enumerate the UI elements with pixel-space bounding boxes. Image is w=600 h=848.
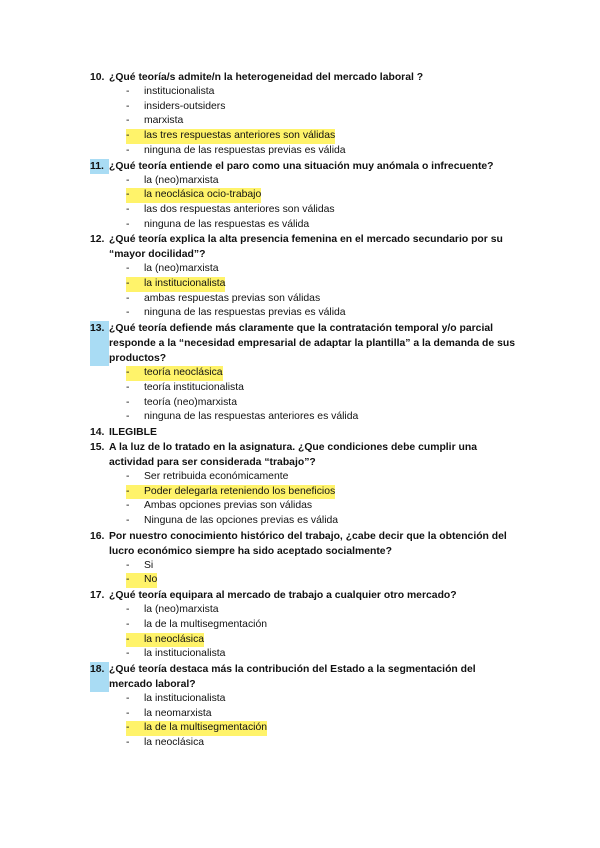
answer-option-text: la neomarxista	[144, 707, 212, 719]
question-text: ¿Qué teoría explica la alta presencia femenina en el mercado secundario por su “mayor docilidad”?	[109, 234, 503, 261]
bullet-dash: -	[126, 573, 144, 588]
question-block	[0, 232, 600, 321]
answer-option-highlighted	[0, 188, 600, 203]
question-number: 11.	[90, 159, 109, 174]
answer-option-text: la institucionalista	[144, 277, 225, 292]
bullet-dash: -	[126, 277, 144, 292]
answer-option	[0, 692, 600, 707]
bullet-dash: -	[126, 381, 130, 393]
answer-options	[0, 692, 600, 751]
answer-option-highlighted	[0, 277, 600, 292]
answer-options	[0, 470, 600, 529]
answer-options	[0, 559, 600, 588]
answer-option	[0, 396, 600, 411]
bullet-dash: -	[126, 648, 130, 660]
bullet-dash: -	[126, 263, 130, 275]
answer-option-text: Ser retribuida económicamente	[144, 470, 289, 482]
question-text: ¿Qué teoría defiende más claramente que la contratación temporal y/o parcial responde a la “necesidad empresarial de adaptar la plantilla” a la demanda de sus productos?	[109, 323, 515, 365]
answer-option-highlighted	[0, 129, 600, 144]
question-block	[0, 440, 600, 529]
bullet-dash: -	[126, 692, 130, 704]
bullet-dash: -	[126, 396, 130, 408]
answer-option-text: ninguna de las respuestas previas es válida	[144, 144, 346, 156]
answer-option-text: Poder delegarla reteniendo los beneficios	[144, 485, 335, 500]
document-page	[0, 70, 600, 751]
question-number: 10.	[90, 72, 105, 83]
answer-option	[0, 203, 600, 218]
answer-option-text: la neoclásica	[144, 633, 204, 648]
question-heading	[0, 159, 600, 174]
answer-option	[0, 114, 600, 129]
question-heading	[0, 662, 600, 692]
bullet-dash: -	[126, 618, 130, 630]
question-heading	[0, 425, 600, 440]
question-number: 16.	[90, 530, 105, 542]
question-text: ¿Qué teoría equipara al mercado de trabajo a cualquier otro mercado?	[109, 590, 457, 602]
bullet-dash: -	[126, 188, 144, 203]
answer-options	[0, 603, 600, 662]
answer-option-text: ninguna de las respuestas anteriores es válida	[144, 411, 359, 423]
answer-option-text: la (neo)marxista	[144, 604, 219, 616]
bullet-dash: -	[126, 129, 144, 144]
bullet-dash: -	[126, 144, 130, 156]
answer-option	[0, 603, 600, 618]
answer-option	[0, 410, 600, 425]
bullet-dash: -	[126, 515, 130, 527]
answer-option-text: teoría neoclásica	[144, 366, 223, 381]
question-block	[0, 588, 600, 662]
bullet-dash: -	[126, 86, 130, 97]
answer-option	[0, 514, 600, 529]
answer-option	[0, 292, 600, 307]
bullet-dash: -	[126, 721, 144, 736]
question-heading	[0, 529, 600, 559]
bullet-dash: -	[126, 100, 130, 112]
question-text: Por nuestro conocimiento histórico del trabajo, ¿cabe decir que la obtención del lucro económico siempre ha sido aceptado socialmente?	[109, 530, 507, 557]
question-text: ILEGIBLE	[109, 426, 157, 438]
answer-options	[0, 85, 600, 159]
question-number: 15.	[90, 441, 105, 453]
answer-option-text: la neoclásica ocio-trabajo	[144, 188, 261, 203]
question-heading	[0, 321, 600, 366]
answer-option	[0, 174, 600, 189]
answer-option-highlighted	[0, 633, 600, 648]
answer-option	[0, 381, 600, 396]
question-number: 18.	[90, 662, 109, 692]
answer-options	[0, 262, 600, 321]
question-number: 13.	[90, 321, 109, 366]
answer-option-text: Ambas opciones previas son válidas	[144, 500, 313, 512]
answer-option	[0, 499, 600, 514]
question-text: ¿Qué teoría entiende el paro como una situación muy anómala o infrecuente?	[109, 160, 494, 172]
answer-option-highlighted	[0, 485, 600, 500]
answer-option	[0, 85, 600, 100]
answer-option-text: las tres respuestas anteriores son válidas	[144, 129, 335, 144]
answer-option	[0, 306, 600, 321]
answer-option-highlighted	[0, 573, 600, 588]
answer-option	[0, 144, 600, 159]
answer-option-highlighted	[0, 366, 600, 381]
answer-option-text: la de la multisegmentación	[144, 618, 268, 630]
bullet-dash: -	[126, 707, 130, 719]
question-number: 17.	[90, 590, 105, 602]
bullet-dash: -	[126, 604, 130, 616]
bullet-dash: -	[126, 307, 130, 319]
bullet-dash: -	[126, 115, 130, 127]
answer-option-text: insiders-outsiders	[144, 100, 226, 112]
answer-options	[0, 366, 600, 425]
question-text: ¿Qué teoría/s admite/n la heterogeneidad del mercado laboral ?	[109, 72, 424, 83]
bullet-dash: -	[126, 292, 130, 304]
answer-option-text: Si	[144, 559, 154, 571]
answer-option	[0, 262, 600, 277]
bullet-dash: -	[126, 203, 130, 215]
answer-option-text: No	[144, 573, 157, 588]
answer-option-text: la institucionalista	[144, 648, 226, 660]
answer-option	[0, 736, 600, 751]
answer-option-text: ninguna de las respuestas previas es válida	[144, 307, 346, 319]
answer-option-text: teoría (neo)marxista	[144, 396, 237, 408]
answer-option	[0, 100, 600, 115]
answer-option-text: la (neo)marxista	[144, 263, 219, 275]
question-block	[0, 159, 600, 233]
bullet-dash: -	[126, 485, 144, 500]
question-block	[0, 321, 600, 425]
answer-option-text: la de la multisegmentación	[144, 721, 267, 736]
answer-option	[0, 618, 600, 633]
question-block	[0, 425, 600, 440]
answer-options	[0, 174, 600, 233]
answer-option-text: Ninguna de las opciones previas es válida	[144, 515, 339, 527]
answer-option-text: la neoclásica	[144, 737, 205, 749]
bullet-dash: -	[126, 633, 144, 648]
question-block	[0, 529, 600, 588]
bullet-dash: -	[126, 737, 130, 749]
bullet-dash: -	[126, 174, 130, 186]
bullet-dash: -	[126, 559, 130, 571]
question-heading	[0, 232, 600, 262]
answer-option-text: institucionalista	[144, 86, 215, 97]
question-heading	[0, 588, 600, 603]
bullet-dash: -	[126, 411, 130, 423]
question-text: A la luz de lo tratado en la asignatura. ¿Que condiciones debe cumplir una actividad para ser considerada “trabajo”?	[109, 441, 477, 468]
answer-option-text: ninguna de las respuestas es válida	[144, 218, 310, 230]
bullet-dash: -	[126, 218, 130, 230]
question-number: 12.	[90, 234, 105, 246]
answer-option	[0, 218, 600, 233]
answer-option-highlighted	[0, 721, 600, 736]
answer-option-text: la (neo)marxista	[144, 174, 219, 186]
question-block	[0, 662, 600, 751]
question-text: ¿Qué teoría destaca más la contribución del Estado a la segmentación del mercado laboral?	[109, 663, 476, 690]
answer-option	[0, 470, 600, 485]
question-heading	[0, 440, 600, 470]
question-heading	[0, 70, 600, 85]
question-number: 14.	[90, 426, 105, 438]
answer-option-text: la institucionalista	[144, 692, 226, 704]
bullet-dash: -	[126, 500, 130, 512]
answer-option-text: las dos respuestas anteriores son válidas	[144, 203, 335, 215]
bullet-dash: -	[126, 470, 130, 482]
answer-option	[0, 707, 600, 722]
answer-option	[0, 647, 600, 662]
answer-option	[0, 559, 600, 574]
bullet-dash: -	[126, 366, 144, 381]
answer-option-text: marxista	[144, 115, 184, 127]
question-block	[0, 70, 600, 159]
answer-option-text: ambas respuestas previas son válidas	[144, 292, 321, 304]
answer-option-text: teoría institucionalista	[144, 381, 244, 393]
